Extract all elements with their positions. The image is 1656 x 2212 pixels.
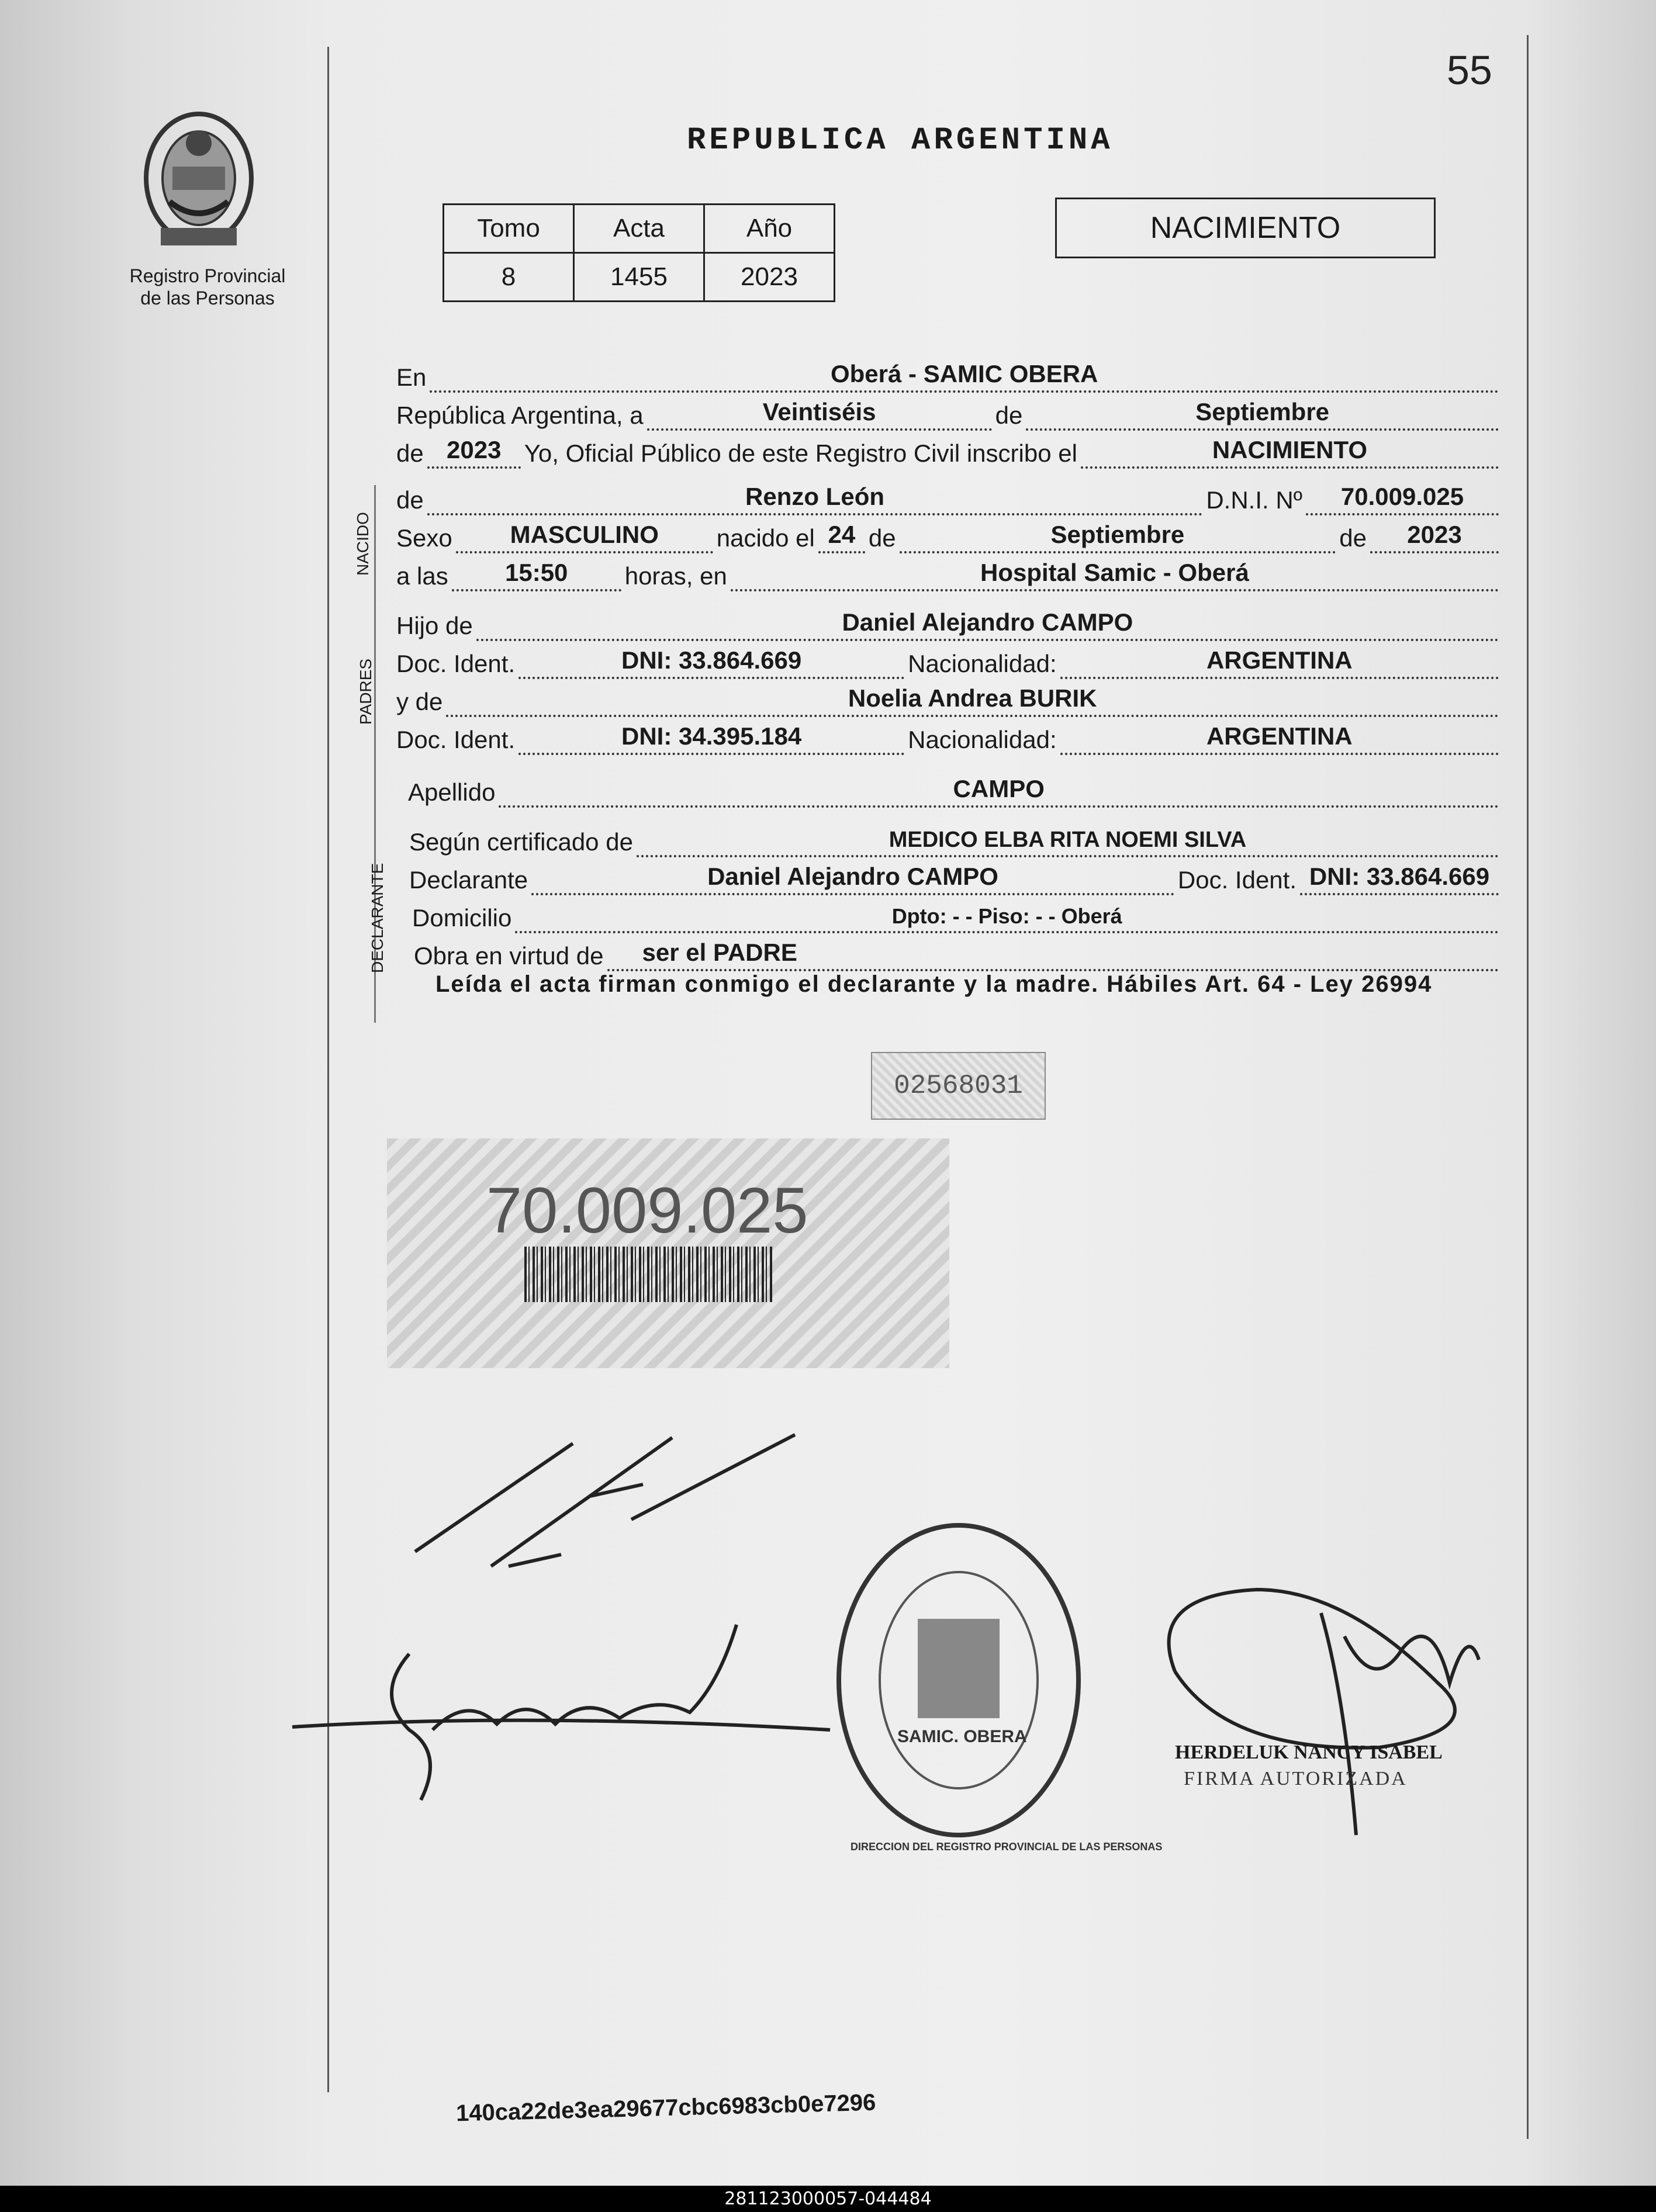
header-tomo: Tomo: [444, 205, 574, 253]
label-nacido-el: nacido el: [716, 524, 815, 552]
label-apellido: Apellido: [408, 778, 496, 806]
authority-name: HERDELUK NANCY ISABEL: [1175, 1742, 1443, 1763]
value-acta: 1455: [574, 253, 704, 302]
label-sexo: Sexo: [396, 524, 452, 552]
value-sexo: MASCULINO: [510, 521, 659, 548]
label-y-de: y de: [396, 688, 443, 715]
label-de-year: de: [396, 439, 424, 467]
value-declarante-doc: DNI: 33.864.669: [1309, 863, 1490, 890]
value-en: Oberá - SAMIC OBERA: [830, 360, 1098, 387]
header-acta: Acta: [574, 205, 704, 253]
value-tomo: 8: [444, 253, 574, 302]
document-hash: 140ca22de3ea29677cbc6983cb0e7296: [455, 2089, 876, 2127]
signature-3: [1169, 1590, 1479, 1835]
label-oficial: Yo, Oficial Público de este Registro Civil inscribo el: [524, 439, 1077, 467]
label-father-nacionalidad: Nacionalidad:: [908, 650, 1057, 677]
footer-code: 281123000057-044484: [0, 2186, 1656, 2212]
value-hour: 15:50: [505, 559, 568, 586]
label-obra: Obra en virtud de: [414, 942, 604, 970]
header-ano: Año: [704, 205, 835, 253]
label-republica: República Argentina, a: [396, 401, 644, 429]
serial-stamp: 02568031: [871, 1052, 1046, 1120]
value-father: Daniel Alejandro CAMPO: [842, 608, 1133, 636]
value-birth-month: Septiembre: [1050, 521, 1185, 548]
label-en: En: [396, 364, 427, 391]
value-name: Renzo León: [745, 483, 885, 510]
signature-2: [292, 1625, 830, 1800]
section-label-declarante: DECLARANTE: [368, 863, 386, 973]
section-label-nacido: NACIDO: [354, 512, 372, 576]
value-birth-year: 2023: [1407, 521, 1462, 548]
value-year: 2023: [447, 436, 502, 463]
value-domicilio: Dpto: - - Piso: - - Oberá: [891, 904, 1122, 928]
label-mother-doc: Doc. Ident.: [396, 726, 516, 753]
value-mother: Noelia Andrea BURIK: [848, 684, 1097, 712]
seal-ring-text: DIRECCION DEL REGISTRO PROVINCIAL DE LAS PERSONAS: [851, 1841, 1163, 1853]
value-place: Hospital Samic - Oberá: [980, 559, 1249, 586]
value-mother-nationality: ARGENTINA: [1206, 722, 1353, 750]
value-apellido: CAMPO: [953, 775, 1045, 802]
label-de-month: de: [868, 524, 896, 552]
page-number: 55: [1447, 47, 1492, 93]
seal-center-text: SAMIC. OBERA: [897, 1727, 1027, 1746]
value-birth-day: 24: [828, 521, 856, 548]
label-domicilio: Domicilio: [412, 904, 512, 932]
value-day: Veintiséis: [762, 398, 876, 425]
label-certificado: Según certificado de: [409, 828, 633, 856]
value-declarante: Daniel Alejandro CAMPO: [707, 863, 998, 890]
value-certificado: MEDICO ELBA RITA NOEMI SILVA: [888, 828, 1247, 852]
label-dni: D.N.I. Nº: [1206, 486, 1302, 514]
closing-text: Leída el acta firman conmigo el declarante y la madre. Hábiles Art. 64 - Ley 26994: [435, 971, 1433, 997]
section-label-padres: PADRES: [357, 658, 375, 725]
label-mother-nacionalidad: Nacionalidad:: [908, 726, 1057, 753]
label-de: de: [995, 401, 1023, 429]
registry-name: Registro Provincial de las Personas: [129, 265, 286, 309]
value-mother-doc: DNI: 34.395.184: [621, 722, 802, 750]
authority-title: FIRMA AUTORIZADA: [1184, 1768, 1408, 1789]
label-de-nacido: de: [396, 486, 424, 514]
seal-stamp: [839, 1525, 1078, 1835]
value-father-doc: DNI: 33.864.669: [621, 646, 802, 674]
document-title: REPUBLICA ARGENTINA: [687, 123, 1114, 158]
record-type-box: NACIMIENTO: [1055, 198, 1436, 258]
value-father-nationality: ARGENTINA: [1206, 646, 1353, 674]
label-a-las: a las: [396, 562, 448, 590]
label-declarante-doc: Doc. Ident.: [1177, 866, 1297, 894]
sticker-number: 70.009.025: [486, 1175, 808, 1247]
value-month: Septiembre: [1195, 398, 1330, 425]
label-horas-en: horas, en: [624, 562, 727, 590]
signature-1: [415, 1435, 795, 1566]
value-ano: 2023: [704, 253, 835, 302]
label-de-birth-year: de: [1339, 524, 1367, 552]
label-father-doc: Doc. Ident.: [396, 650, 516, 677]
value-inscribo: NACIMIENTO: [1212, 436, 1368, 463]
label-declarante: Declarante: [409, 866, 528, 894]
value-dni: 70.009.025: [1340, 483, 1464, 510]
value-obra: ser el PADRE: [642, 939, 797, 966]
label-hijo-de: Hijo de: [396, 612, 473, 639]
